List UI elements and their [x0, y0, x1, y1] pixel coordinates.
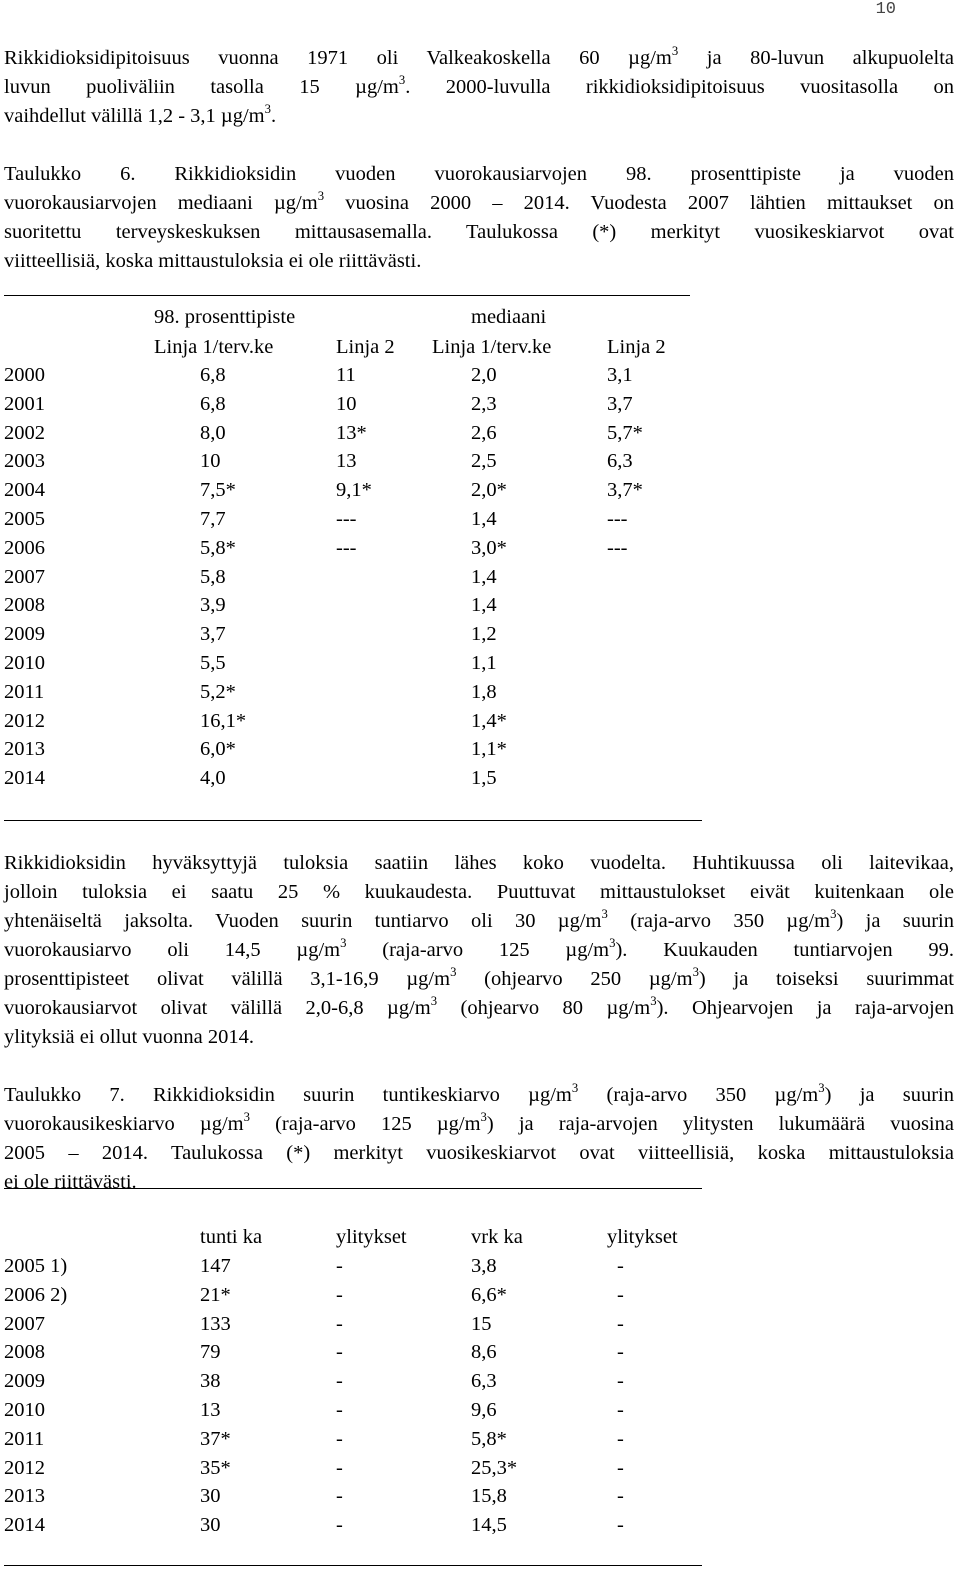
text-run: (raja-arvo 350 µg/m [607, 910, 831, 932]
year-cell: 2014 [4, 767, 45, 790]
year-cell: 2005 [4, 508, 45, 530]
text-run: ). Kuukauden tuntiarvojen 99. [615, 939, 954, 961]
year-cell: 2013 [4, 1485, 45, 1508]
text-run: (raja-arvo 125 µg/m [249, 1113, 481, 1135]
value-cell: 21* [200, 1283, 231, 1306]
year-cell: 2006 2) [4, 1283, 68, 1306]
year-cell: 2000 [4, 364, 45, 386]
column-header: tunti ka [200, 1226, 263, 1248]
value-cell: 6,3 [471, 1370, 497, 1393]
value-cell: - [336, 1341, 343, 1364]
intro-paragraph [4, 44, 954, 131]
body-paragraph [4, 849, 954, 1052]
text-run: vuosina 2000 – 2014. Vuodesta 2007 lähtien mittaukset on [324, 192, 954, 214]
value-cell: - [336, 1427, 343, 1450]
caption7-line [4, 1081, 954, 1110]
superscript: 3 [609, 936, 616, 951]
superscript: 3 [650, 994, 657, 1009]
value-cell: - [617, 1399, 624, 1421]
value-cell: 10 [336, 392, 357, 415]
text-run: ) ja suurin [824, 1084, 954, 1106]
body-line [4, 907, 954, 936]
superscript: 3 [692, 965, 699, 980]
value-cell: 4,0 [200, 767, 226, 790]
value-cell: 1,4 [471, 594, 497, 617]
value-cell: - [336, 1399, 343, 1421]
year-cell: 2002 [4, 421, 45, 444]
group-header: mediaani [471, 306, 547, 328]
value-cell: 133 [200, 1312, 231, 1335]
value-cell: - [617, 1485, 624, 1508]
value-cell: 1,8 [471, 680, 497, 703]
year-cell: 2004 [4, 479, 45, 502]
group-header: 98. prosenttipiste [154, 306, 296, 328]
value-cell: 13 [336, 450, 357, 473]
value-cell: 11 [336, 364, 356, 386]
text-run: vuorokausiarvot olivat välillä 2,0-6,8 µg/m [4, 997, 431, 1019]
value-cell: - [617, 1255, 624, 1277]
value-cell: 16,1* [200, 709, 247, 732]
text-run: vaihdellut välillä 1,2 - 3,1 µg/m [4, 105, 265, 127]
value-cell: 1,1 [471, 652, 497, 674]
text-run: vuorokausikeskiarvo µg/m [4, 1113, 244, 1135]
value-cell: --- [607, 536, 628, 559]
superscript: 3 [430, 994, 438, 1009]
text-run: viitteellisiä, koska mittaustuloksia ei ole riittävästi. [4, 250, 422, 272]
table7-bottom-rule [4, 1565, 702, 1566]
value-cell: 6,0* [200, 738, 236, 761]
superscript: 3 [450, 965, 457, 980]
value-cell: 5,8* [200, 536, 236, 559]
year-cell: 2013 [4, 738, 45, 761]
value-cell: --- [607, 508, 628, 530]
value-cell: - [617, 1456, 624, 1479]
value-cell: 79 [200, 1341, 221, 1364]
column-header: Linja 2 [607, 336, 666, 358]
caption7-line [4, 1110, 954, 1139]
caption6-line [4, 160, 954, 189]
superscript: 3 [264, 102, 271, 117]
column-header: ylitykset [607, 1226, 678, 1248]
superscript: 3 [480, 1110, 487, 1125]
value-cell: 38 [200, 1370, 221, 1393]
year-cell: 2012 [4, 1456, 45, 1479]
superscript: 3 [601, 907, 608, 922]
text-run: luvun puoliväliin tasolla 15 µg/m [4, 76, 399, 98]
value-cell: 2,5 [471, 450, 497, 473]
text-run: . 2000-luvulla rikkidioksidipitoisuus vuositasolla on [405, 76, 954, 98]
text-run: jolloin tuloksia ei saatu 25 % kuukaudesta. Puuttuvat mittaustulokset eivät kuitenkaan ole [4, 881, 954, 903]
value-cell: - [617, 1312, 624, 1335]
value-cell: 3,7 [607, 392, 633, 415]
text-run: Taulukko 7. Rikkidioksidin suurin tuntikeskiarvo µg/m [4, 1084, 572, 1106]
value-cell: 3,0* [471, 536, 507, 559]
value-cell: 30 [200, 1485, 221, 1508]
value-cell: - [617, 1283, 624, 1306]
value-cell: 30 [200, 1514, 221, 1537]
value-cell: 6,8 [200, 364, 226, 386]
value-cell: 8,6 [471, 1341, 497, 1364]
superscript: 3 [818, 1081, 825, 1096]
value-cell: 5,2* [200, 680, 236, 703]
value-cell: 1,4 [471, 565, 497, 588]
value-cell: 3,7* [607, 479, 643, 502]
value-cell: 3,7 [200, 623, 226, 646]
text-run: 2005 – 2014. Taulukossa (*) merkityt vuosikeskiarvot ovat viitteellisiä, koska mittaustuloksia [4, 1142, 954, 1164]
value-cell: 5,8* [471, 1427, 507, 1450]
intro-line [4, 44, 954, 73]
value-cell: 5,8 [200, 565, 226, 588]
superscript: 3 [671, 44, 679, 59]
value-cell: 15,8 [471, 1485, 507, 1508]
table6-caption [4, 160, 954, 276]
value-cell: 6,6* [471, 1283, 507, 1306]
value-cell: - [336, 1255, 343, 1277]
value-cell: 1,4* [471, 709, 507, 732]
value-cell: --- [336, 536, 357, 559]
intro-line [4, 73, 954, 102]
value-cell: - [336, 1485, 343, 1508]
year-cell: 2003 [4, 450, 45, 473]
year-cell: 2009 [4, 623, 45, 646]
value-cell: - [336, 1370, 343, 1393]
value-cell: 1,4 [471, 508, 497, 530]
value-cell: 2,3 [471, 392, 497, 415]
text-run: vuorokausiarvo oli 14,5 µg/m [4, 939, 341, 961]
text-run: ja 80-luvun alkupuolelta [678, 47, 954, 69]
text-run: vuorokausiarvojen mediaani µg/m [4, 192, 318, 214]
text-run: ). Ohjearvojen ja raja-arvojen [656, 997, 954, 1019]
caption6-line [4, 218, 954, 247]
column-header: Linja 1/terv.ke [432, 336, 552, 358]
value-cell: - [617, 1514, 624, 1537]
value-cell: 2,0* [471, 479, 507, 502]
value-cell: - [336, 1456, 343, 1479]
text-run: prosenttipisteet olivat välillä 3,1-16,9 µg/m [4, 968, 451, 990]
column-header: vrk ka [471, 1226, 523, 1248]
superscript: 3 [317, 189, 325, 204]
body-line [4, 1023, 954, 1052]
value-cell: --- [336, 508, 357, 530]
superscript: 3 [571, 1081, 579, 1096]
value-cell: 10 [200, 450, 221, 473]
body-line [4, 965, 954, 994]
value-cell: - [617, 1370, 624, 1393]
year-cell: 2007 [4, 565, 45, 588]
caption7-line [4, 1168, 954, 1197]
value-cell: 2,0 [471, 364, 497, 386]
value-cell: - [617, 1341, 624, 1364]
value-cell: 3,9 [200, 594, 226, 617]
superscript: 3 [398, 73, 406, 88]
year-cell: 2008 [4, 594, 45, 617]
text-run: Rikkidioksidipitoisuus vuonna 1971 oli Valkeakoskella 60 µg/m [4, 47, 672, 69]
year-cell: 2008 [4, 1341, 45, 1364]
text-run: (raja-arvo 350 µg/m [578, 1084, 819, 1106]
value-cell: - [336, 1312, 343, 1335]
year-cell: 2007 [4, 1312, 45, 1335]
intro-line [4, 102, 954, 131]
superscript: 3 [830, 907, 837, 922]
text-run: ) ja toiseksi suurimmat [698, 968, 955, 990]
value-cell: 5,5 [200, 652, 226, 674]
column-header: Linja 1/terv.ke [154, 336, 274, 358]
year-cell: 2011 [4, 680, 45, 703]
value-cell: - [336, 1283, 343, 1306]
table6-top-rule [4, 295, 690, 296]
year-cell: 2011 [4, 1427, 45, 1450]
body-line [4, 878, 954, 907]
value-cell: 8,0 [200, 421, 226, 444]
text-run: . [270, 105, 277, 127]
value-cell: 2,6 [471, 421, 497, 444]
value-cell: 6,8 [200, 392, 226, 415]
year-cell: 2005 1) [4, 1255, 68, 1277]
value-cell: 147 [200, 1255, 231, 1277]
year-cell: 2009 [4, 1370, 45, 1393]
value-cell: 3,8 [471, 1255, 497, 1277]
caption6-line [4, 189, 954, 218]
year-cell: 2014 [4, 1514, 45, 1537]
year-cell: 2012 [4, 709, 45, 732]
superscript: 3 [243, 1110, 250, 1125]
caption6-line [4, 247, 954, 276]
year-cell: 2001 [4, 392, 45, 415]
table7-caption [4, 1081, 954, 1197]
value-cell: 35* [200, 1456, 231, 1479]
text-run: (ohjearvo 80 µg/m [437, 997, 651, 1019]
text-run: (ohjearvo 250 µg/m [456, 968, 693, 990]
value-cell: - [336, 1514, 343, 1537]
text-run: ) ja raja-arvojen ylitysten lukumäärä vuosina [486, 1113, 954, 1135]
column-header: Linja 2 [336, 336, 395, 358]
value-cell: 9,1* [336, 479, 372, 502]
text-run: Taulukko 6. Rikkidioksidin vuoden vuorokausiarvojen 98. prosenttipiste ja vuoden [4, 163, 954, 185]
value-cell: 1,1* [471, 738, 507, 761]
body-line [4, 849, 954, 878]
value-cell: 15 [471, 1312, 492, 1335]
value-cell: 25,3* [471, 1456, 518, 1479]
value-cell: 7,7 [200, 508, 226, 530]
table7-top-rule [4, 1188, 702, 1189]
column-header: ylitykset [336, 1226, 407, 1248]
text-run: ylityksiä ei ollut vuonna 2014. [4, 1026, 254, 1048]
value-cell: 3,1 [607, 364, 633, 386]
text-run: Rikkidioksidin hyväksyttyjä tuloksia saatiin lähes koko vuodelta. Huhtikuussa oli laitevikaa, [4, 852, 954, 874]
table6-bottom-rule [4, 820, 702, 821]
value-cell: 7,5* [200, 479, 236, 502]
year-cell: 2010 [4, 1399, 45, 1421]
year-cell: 2010 [4, 652, 45, 674]
value-cell: 14,5 [471, 1514, 507, 1537]
text-run: yhtenäiseltä jaksolta. Vuoden suurin tuntiarvo oli 30 µg/m [4, 910, 602, 932]
superscript: 3 [340, 936, 347, 951]
value-cell: 9,6 [471, 1399, 497, 1421]
text-run: suoritettu terveyskeskuksen mittausasemalla. Taulukossa (*) merkityt vuosikeskiarvot ovat [4, 221, 954, 243]
body-line [4, 994, 954, 1023]
body-line [4, 936, 954, 965]
value-cell: 37* [200, 1427, 231, 1450]
page-number: 10 [875, 0, 896, 19]
caption7-line [4, 1139, 954, 1168]
value-cell: 13* [336, 421, 367, 444]
text-run: ) ja suurin [836, 910, 954, 932]
value-cell: 1,2 [471, 623, 497, 646]
text-run: (raja-arvo 125 µg/m [346, 939, 610, 961]
value-cell: - [617, 1427, 624, 1450]
value-cell: 1,5 [471, 767, 497, 790]
text-run: ei ole riittävästi. [4, 1171, 137, 1193]
year-cell: 2006 [4, 536, 45, 559]
value-cell: 6,3 [607, 450, 633, 473]
value-cell: 13 [200, 1399, 221, 1421]
value-cell: 5,7* [607, 421, 643, 444]
